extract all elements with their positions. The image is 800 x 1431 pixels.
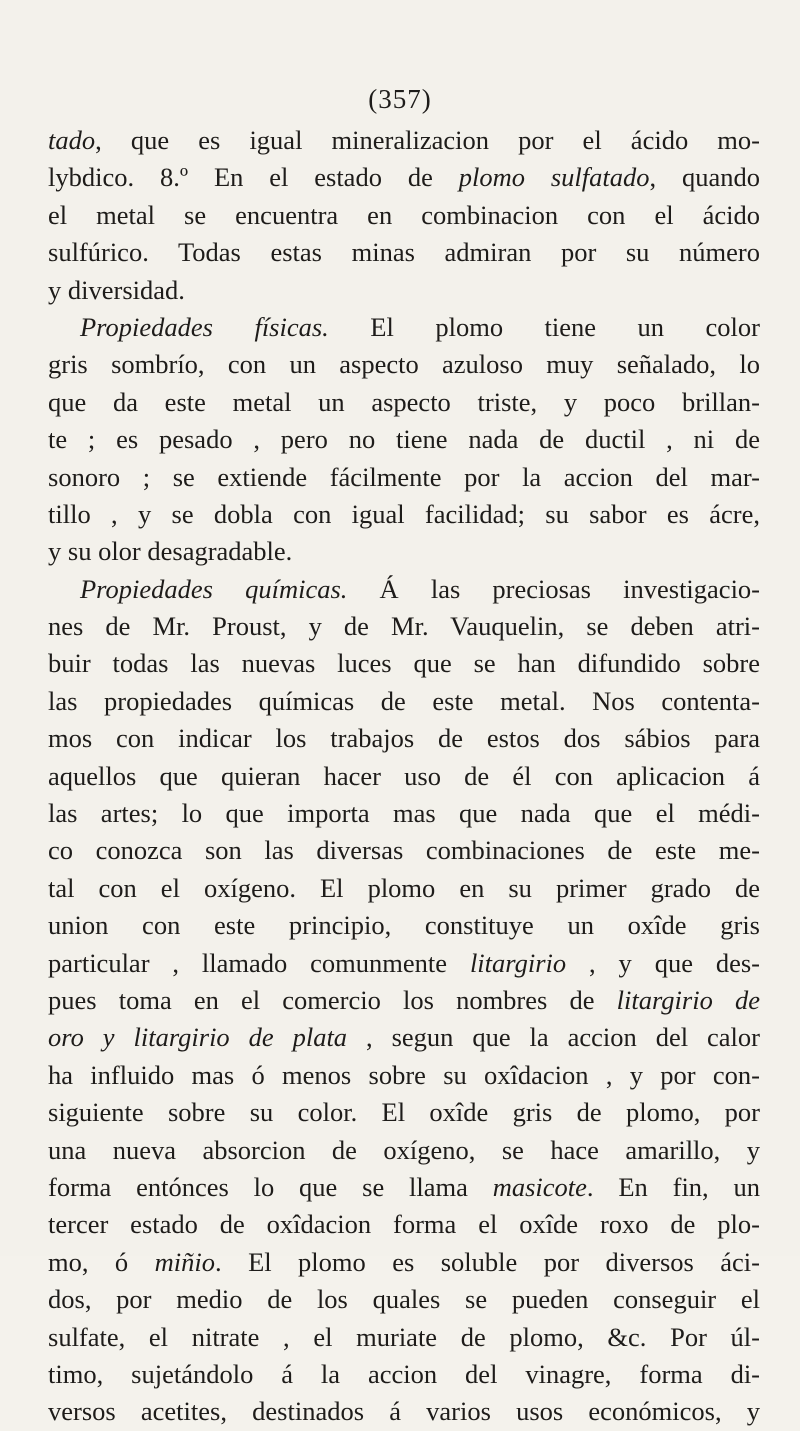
text-run: y diversidad.	[48, 274, 185, 305]
text-line	[48, 832, 760, 869]
text-line	[48, 197, 760, 234]
text-line	[48, 608, 760, 645]
text-line	[48, 1132, 760, 1169]
text-run: , quando	[649, 162, 760, 193]
text-run: dos, por medio de los quales se pueden conseguir el	[48, 1284, 760, 1315]
text-run: , que es igual mineralizacion por el ácido mo-	[95, 125, 760, 155]
text-run: el metal se encuentra en combinacion con el ácido	[48, 199, 760, 230]
text-run: aquellos que quieran hacer uso de él con aplicacion á	[48, 760, 760, 791]
text-run: tal con el oxígeno. El plomo en su primer grado de	[48, 872, 760, 903]
text-run: . En fin, un	[586, 1171, 761, 1202]
text-line	[48, 982, 760, 1019]
text-line	[48, 683, 760, 720]
page-number: (357)	[368, 84, 432, 114]
italic-text: litargirio de	[616, 984, 761, 1015]
text-run: , segun que la accion del calor	[347, 1022, 760, 1053]
text-run: siguiente sobre su color. El oxîde gris de plomo, por	[48, 1097, 760, 1128]
text-run: mo, ó	[48, 1246, 155, 1277]
text-line	[48, 1019, 760, 1056]
text-line	[48, 1057, 760, 1094]
text-line	[48, 122, 760, 159]
text-run: versos acetites, destinados á varios usos económicos, y	[48, 1396, 760, 1427]
text-run: gris sombrío, con un aspecto azuloso muy señalado, lo	[48, 349, 760, 380]
text-run: que da este metal un aspecto triste, y poco brillan-	[48, 386, 760, 417]
text-run: forma entónces lo que se llama	[48, 1171, 493, 1202]
text-line	[48, 459, 760, 496]
text-line	[48, 907, 760, 944]
text-line	[48, 870, 760, 907]
text-run: . El plomo es soluble por diversos áci-	[215, 1246, 760, 1277]
text-run: ha influido mas ó menos sobre su oxîdacion , y por con-	[48, 1059, 760, 1090]
text-line	[48, 496, 760, 533]
text-run: te ; es pesado , pero no tiene nada de ductil , ni de	[48, 424, 760, 455]
text-line	[48, 1094, 760, 1131]
italic-text: tado	[48, 125, 96, 155]
text-run: las propiedades químicas de este metal. Nos contenta-	[48, 685, 760, 716]
text-run: sulfúrico. Todas estas minas admiran por su número	[48, 237, 760, 268]
text-line	[48, 1169, 760, 1206]
italic-text: litargirio	[469, 947, 567, 978]
text-line	[48, 571, 760, 608]
body-text	[48, 122, 760, 1431]
text-line	[48, 1319, 760, 1356]
text-run: mos con indicar los trabajos de estos dos sábios para	[48, 723, 760, 754]
text-line	[48, 309, 760, 346]
text-line	[48, 1281, 760, 1318]
text-line	[48, 384, 760, 421]
text-run: tillo , y se dobla con igual facilidad; su sabor es ácre,	[48, 498, 760, 529]
italic-text: Propiedades químicas.	[80, 573, 348, 604]
text-line	[48, 1393, 760, 1430]
italic-text: plomo sulfatado	[458, 162, 650, 193]
text-line	[48, 645, 760, 682]
text-run: co conozca son las diversas combinaciones de este me-	[48, 835, 760, 866]
text-run: una nueva absorcion de oxígeno, se hace amarillo, y	[48, 1134, 760, 1165]
text-run: sonoro ; se extiende fácilmente por la accion del mar-	[48, 461, 760, 492]
text-line	[48, 346, 760, 383]
text-line	[48, 795, 760, 832]
italic-text: masicote	[492, 1171, 587, 1202]
text-line	[48, 1356, 760, 1393]
italic-text: Propiedades físicas.	[80, 311, 329, 342]
italic-text: miñio	[154, 1246, 215, 1277]
text-line	[48, 720, 760, 757]
text-line	[48, 758, 760, 795]
text-run: y su olor desagradable.	[48, 536, 293, 567]
text-line	[48, 945, 760, 982]
text-run: tercer estado de oxîdacion forma el oxîde roxo de plo-	[48, 1209, 760, 1240]
text-line	[48, 159, 760, 196]
text-line	[48, 533, 760, 570]
text-run: pues toma en el comercio los nombres de	[48, 984, 617, 1015]
text-run: timo, sujetándolo á la accion del vinagre, forma di-	[48, 1358, 760, 1389]
text-line	[48, 234, 760, 271]
text-run: sulfate, el nitrate , el muriate de plomo, &c. Por úl-	[48, 1321, 760, 1352]
text-line	[48, 1244, 760, 1281]
text-line	[48, 421, 760, 458]
text-line	[48, 1206, 760, 1243]
text-run: Á las preciosas investigacio-	[347, 573, 761, 604]
text-run: buir todas las nuevas luces que se han difundido sobre	[48, 648, 760, 679]
text-run: El plomo tiene un color	[328, 311, 760, 342]
text-run: , y que des-	[566, 947, 760, 978]
text-line	[48, 272, 760, 309]
text-run: nes de Mr. Proust, y de Mr. Vauquelin, se deben atri-	[48, 611, 760, 642]
italic-text: oro y litargirio de plata	[48, 1022, 348, 1053]
text-run: union con este principio, constituye un oxîde gris	[48, 910, 760, 941]
text-run: lybdico. 8.º En el estado de	[48, 162, 459, 193]
text-run: las artes; lo que importa mas que nada que el médi-	[48, 798, 760, 829]
text-run: particular , llamado comunmente	[48, 947, 470, 978]
